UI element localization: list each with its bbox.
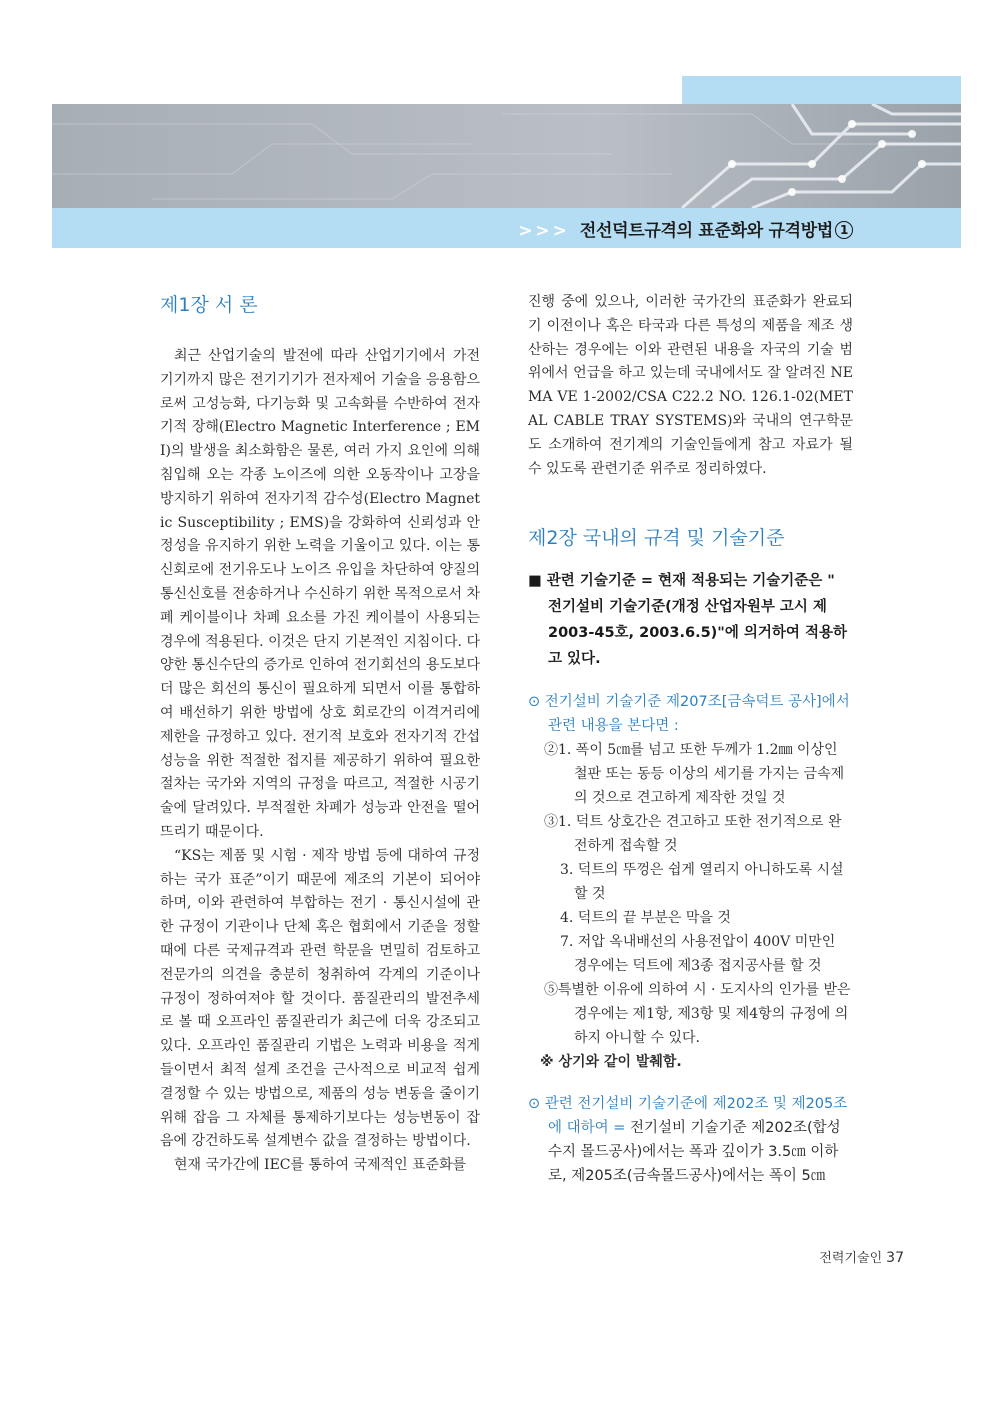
article-207-subheading: ⊙ 전기설비 기술기준 제207조[금속덕트 공사]에서 관련 내용을 본다면 :: [528, 694, 850, 735]
magazine-name: 전력기술인: [819, 1251, 883, 1266]
header-banner-image: [52, 104, 961, 208]
article-202-205-block: [528, 1092, 853, 1188]
chapter1-heading: 제1장 서 론: [160, 294, 258, 316]
circuit-board-graphic: [52, 104, 961, 208]
header-circle-number: 1: [835, 221, 853, 239]
page-number: 37: [886, 1250, 904, 1266]
chapter2-heading: 제2장 국내의 규격 및 기술기준: [528, 527, 785, 550]
article-202-205-text: 전기설비 기술기준 제202조(합성수지 몰드공사)에서는 폭과 깊이가 3.5㎝ 이하로, 제205조(금속몰드공사)에서는 폭이 5㎝: [548, 1120, 841, 1185]
running-header-title: [518, 216, 853, 241]
tech-standard-bullet: ■ 관련 기술기준 = 현재 적용되는 기술기준은 " 전기설비 기술기준(개정 산업자원부 고시 제 2003-45호, 2003.6.5)"에 의거하여 적용하고 있다.: [528, 573, 848, 668]
list-item: ③1. 덕트 상호간은 견고하고 또한 전기적으로 완전하게 접속할 것: [544, 814, 842, 855]
article-207-list: [528, 738, 853, 1050]
list-item: 3. 덕트의 뚜껑은 쉽게 열리지 아니하도록 시설할 것: [560, 862, 844, 903]
right-column: [528, 290, 853, 1188]
list-item: ⑤특별한 이유에 의하여 시 · 도지사의 인가를 받은 경우에는 제1항, 제3항 및 제4항의 규정에 의하지 아니할 수 있다.: [544, 982, 851, 1047]
page-footer: [819, 1247, 904, 1266]
list-item: ②1. 폭이 5㎝를 넘고 또한 두께가 1.2㎜ 이상인 철판 또는 동등 이상의 세기를 가지는 금속제의 것으로 견고하게 제작한 것일 것: [544, 742, 845, 807]
list-item: 4. 덕트의 끝 부분은 막을 것: [560, 910, 731, 927]
article-202-205-subheading: ⊙ 관련 전기설비 기술기준에 제202조 및 제205조에 대하여 =: [528, 1096, 848, 1137]
corner-accent-block: [682, 76, 961, 104]
header-title-band: [52, 208, 961, 248]
excerpt-note: ※ 상기와 같이 발췌함.: [540, 1054, 682, 1071]
intro-paragraph-1: 최근 산업기술의 발전에 따라 산업기기에서 가전기기까지 많은 전기기기가 전자제어 기술을 응용함으로써 고성능화, 다기능화 및 고속화를 수반하여 전자기적 장해(Electro Magnetic Interference ; EMI)의 발생을 최소화함은 물론, 여러 가지 요인에 의해 침입해 오는 각종 노이즈에 의한 오동작이나 고장을 방지하기 위하여 전자기적 감수성(Electro Magnetic Susceptibility ; EMS)을 강화하여 신뢰성과 안정성을 유지하기 위한 노력을 기울이고 있다. 이는 통신회로에 전기유도나 노이즈 유입을 차단하여 양질의 통신신호를 전송하거나 수신하기 위한 목적으로서 차폐 케이블이나 차폐 요소를 가진 케이블이 사용되는 경우에 적용된다. 이것은 단지 기본적인 지침이다. 다양한 통신수단의 증가로 인하여 전기회선의 용도보다 더 많은 회선의 통신이 필요하게 되면서 이를 통합하여 배선하기 위한 방법에 상호 회로간의 이격거리에 제한을 규정하고 있다. 전기적 보호와 전자기적 간섭 성능을 위한 적절한 접지를 제공하기 위하여 필요한 절차는 국가와 지역의 규정을 따르고, 적절한 시공기술에 달려있다. 부적절한 차폐가 성능과 안전을 떨어뜨리기 때문이다.: [160, 348, 480, 840]
list-item: 7. 저압 옥내배선의 사용전압이 400V 미만인 경우에는 덕트에 제3종 접지공사를 할 것: [560, 934, 836, 975]
left-column: [160, 290, 480, 1178]
header-title-text: 전선덕트규격의 표준화와 규격방법: [579, 221, 833, 241]
header-arrows: >>>: [518, 221, 570, 241]
continued-paragraph: 진행 중에 있으나, 이러한 국가간의 표준화가 완료되기 이전이나 혹은 타국과 다른 특성의 제품을 제조 생산하는 경우에는 이와 관련된 내용을 자국의 기술 범위에서 언급을 하고 있는데 국내에서도 잘 알려진 NEMA VE 1-2002/CSA C22.2 NO. 126.1-02(METAL CABLE TRAY SYSTEMS)와 국내의 연구학문도 소개하여 전기계의 기술인들에게 참고 자료가 될 수 있도록 관련기준 위주로 정리하였다.: [528, 294, 853, 477]
intro-paragraph-3: 현재 국가간에 IEC를 통하여 국제적인 표준화를: [174, 1157, 467, 1174]
intro-paragraph-2: “KS는 제품 및 시험 · 제작 방법 등에 대하여 규정하는 국가 표준”이기 때문에 제조의 기본이 되어야 하며, 이와 관련하여 부합하는 전기 · 통신시설에 관한 규정이 기관이나 단체 혹은 협회에서 기준을 정할 때에 다른 국제규격과 관련 학문을 면밀히 검토하고 전문가의 의견을 충분히 청취하여 각계의 기준이나 규정이 정하여져야 할 것이다. 품질관리의 발전추세로 볼 때 오프라인 품질관리가 최근에 더욱 강조되고 있다. 오프라인 품질관리 기법은 노력과 비용을 적게 들이면서 최적 설계 조건을 근사적으로 비교적 쉽게 결정할 수 있는 방법으로, 제품의 성능 변동을 줄이기 위해 잡음 그 자체를 통제하기보다는 성능변동이 잡음에 강건하도록 설계변수 값을 결정하는 방법이다.: [160, 847, 480, 1150]
